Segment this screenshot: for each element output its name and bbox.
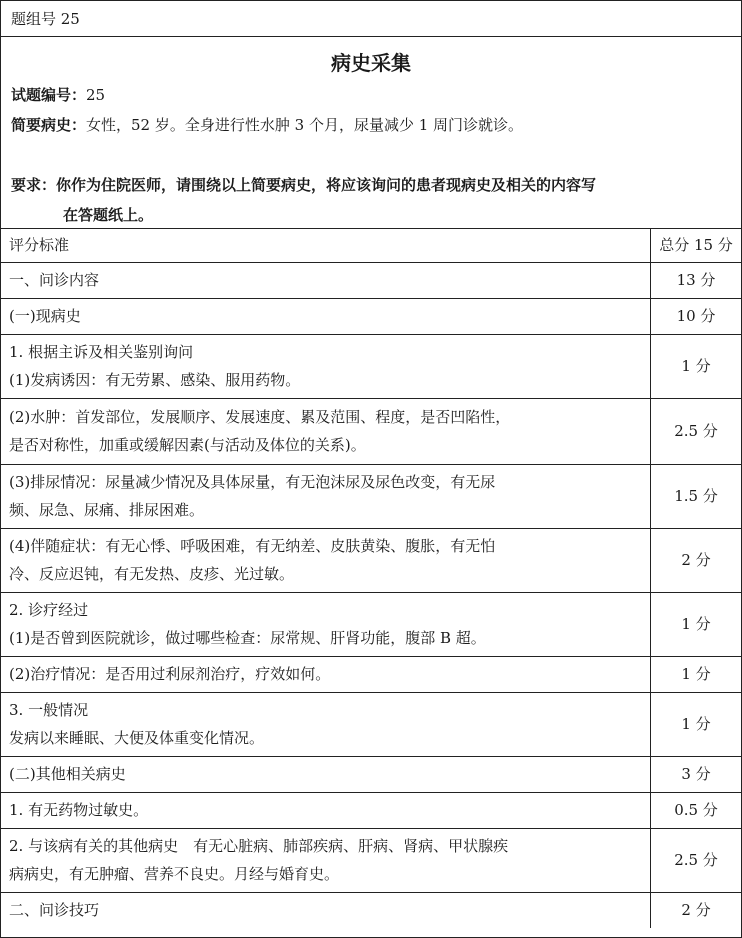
table-row bbox=[1, 756, 741, 792]
criteria-line: 1. 根据主诉及相关鉴别询问 bbox=[9, 343, 194, 361]
header-criteria: 评分标准 bbox=[9, 235, 70, 254]
criteria-cell bbox=[1, 464, 651, 528]
criteria-line: 2. 与该病有关的其他病史 有无心脏病、肺部疾病、肝病、肾病、甲状腺疾 bbox=[9, 837, 509, 855]
score-cell: 2 分 bbox=[651, 892, 742, 928]
criteria-line: 是否对称性，加重或缓解因素(与活动及体位的关系)。 bbox=[9, 436, 366, 454]
table-row bbox=[1, 828, 741, 892]
criteria-line: (1)是否曾到医院就诊，做过哪些检查：尿常规、肝肾功能，腹部 B 超。 bbox=[9, 629, 486, 647]
requirement-label: 要求： bbox=[11, 176, 57, 194]
table-row bbox=[1, 464, 741, 528]
requirement-line-2: 在答题纸上。 bbox=[63, 206, 154, 224]
criteria-line: 1. 有无药物过敏史。 bbox=[9, 801, 149, 819]
group-number: 题组号 25 bbox=[1, 1, 741, 37]
score-cell: 0.5 分 bbox=[651, 792, 742, 828]
criteria-line: (3)排尿情况：尿量减少情况及具体尿量，有无泡沫尿及尿色改变，有无尿 bbox=[9, 473, 496, 491]
scoring-table-body bbox=[1, 228, 741, 928]
table-header-row bbox=[1, 228, 741, 262]
criteria-cell bbox=[1, 398, 651, 464]
criteria-line: (一)现病史 bbox=[9, 307, 81, 325]
criteria-line: 冷、反应迟钝，有无发热、皮疹、光过敏。 bbox=[9, 565, 295, 583]
criteria-cell bbox=[1, 334, 651, 398]
table-row bbox=[1, 398, 741, 464]
brief-history-text: 女性，52 岁。全身进行性水肿 3 个月，尿量减少 1 周门诊就诊。 bbox=[86, 116, 524, 134]
table-row bbox=[1, 792, 741, 828]
criteria-line: (二)其他相关病史 bbox=[9, 765, 126, 783]
score-cell: 1.5 分 bbox=[651, 464, 742, 528]
scoring-table bbox=[1, 228, 741, 928]
requirement bbox=[11, 170, 731, 230]
criteria-line: 2. 诊疗经过 bbox=[9, 601, 89, 619]
score-cell: 2 分 bbox=[651, 528, 742, 592]
exam-id-value: 25 bbox=[86, 86, 106, 104]
score-cell: 1 分 bbox=[651, 592, 742, 656]
brief-history-line bbox=[11, 114, 731, 135]
criteria-line: 3. 一般情况 bbox=[9, 701, 89, 719]
score-cell: 1 分 bbox=[651, 692, 742, 756]
requirement-line-1 bbox=[11, 170, 731, 200]
criteria-line: (2)水肿：首发部位，发展顺序、发展速度、累及范围、程度，是否凹陷性， bbox=[9, 408, 511, 426]
brief-history-label: 简要病史： bbox=[11, 116, 87, 134]
score-cell: 2.5 分 bbox=[651, 828, 742, 892]
criteria-cell bbox=[1, 792, 651, 828]
table-row bbox=[1, 892, 741, 928]
score-cell: 3 分 bbox=[651, 756, 742, 792]
header-total: 总分 15 分 bbox=[651, 228, 742, 262]
criteria-line: (1)发病诱因：有无劳累、感染、服用药物。 bbox=[9, 371, 301, 389]
score-cell: 13 分 bbox=[651, 262, 742, 298]
criteria-line: 发病以来睡眠、大便及体重变化情况。 bbox=[9, 729, 265, 747]
criteria-line: 一、问诊内容 bbox=[9, 271, 100, 289]
table-row bbox=[1, 262, 741, 298]
requirement-text-1: 你作为住院医师，请围绕以上简要病史，将应该询问的患者现病史及相关的内容写 bbox=[56, 176, 597, 194]
table-row bbox=[1, 298, 741, 334]
criteria-line: (4)伴随症状：有无心悸、呼吸困难，有无纳差、皮肤黄染、腹胀，有无怕 bbox=[9, 537, 496, 555]
score-cell: 1 分 bbox=[651, 334, 742, 398]
criteria-cell bbox=[1, 828, 651, 892]
score-cell: 2.5 分 bbox=[651, 398, 742, 464]
criteria-cell bbox=[1, 692, 651, 756]
table-row bbox=[1, 692, 741, 756]
score-cell: 1 分 bbox=[651, 656, 742, 692]
criteria-cell bbox=[1, 298, 651, 334]
document-title: 病史采集 bbox=[331, 51, 411, 75]
table-row bbox=[1, 592, 741, 656]
criteria-line: 频、尿急、尿痛、排尿困难。 bbox=[9, 501, 205, 519]
score-cell: 10 分 bbox=[651, 298, 742, 334]
criteria-cell bbox=[1, 892, 651, 928]
case-intro bbox=[1, 37, 741, 229]
criteria-line: 病病史，有无肿瘤、营养不良史。月经与婚育史。 bbox=[9, 865, 340, 883]
table-row bbox=[1, 334, 741, 398]
criteria-line: 二、问诊技巧 bbox=[9, 901, 100, 920]
table-row bbox=[1, 656, 741, 692]
criteria-cell bbox=[1, 656, 651, 692]
criteria-cell bbox=[1, 756, 651, 792]
criteria-cell bbox=[1, 528, 651, 592]
table-row bbox=[1, 528, 741, 592]
exam-id-label: 试题编号： bbox=[11, 86, 87, 104]
criteria-cell bbox=[1, 262, 651, 298]
criteria-cell bbox=[1, 592, 651, 656]
criteria-line: (2)治疗情况：是否用过利尿剂治疗，疗效如何。 bbox=[9, 665, 331, 683]
exam-id-line bbox=[11, 84, 731, 105]
